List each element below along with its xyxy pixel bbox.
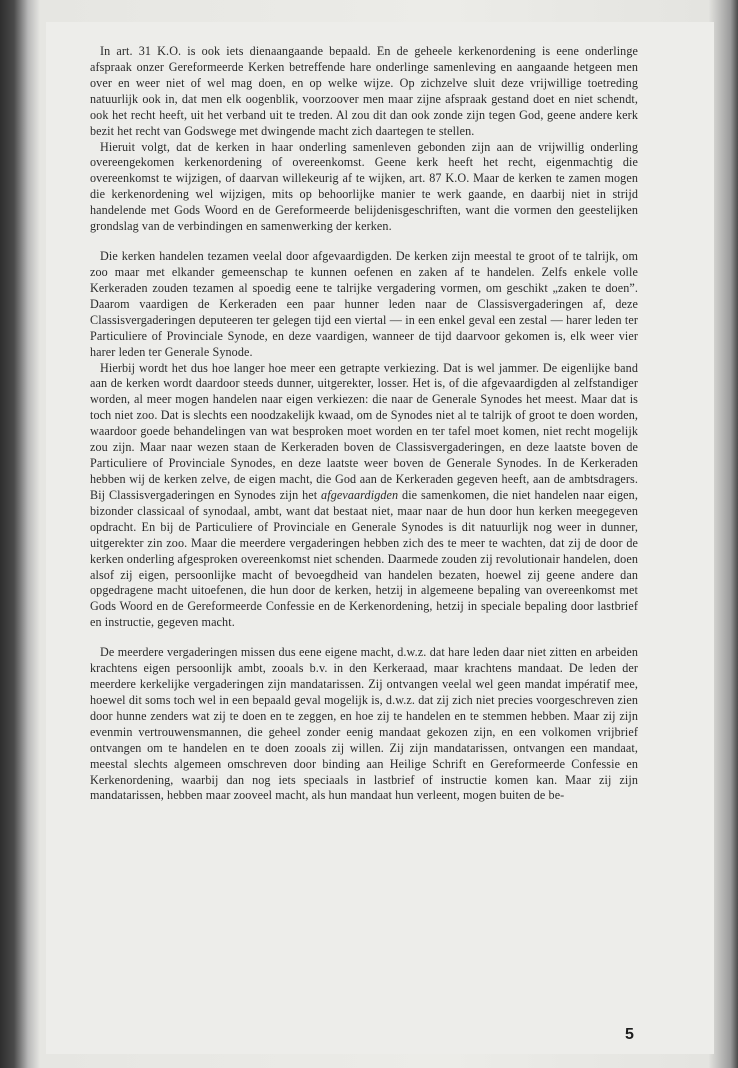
body-text	[90, 44, 638, 804]
paragraph-3: Die kerken handelen tezamen veelal door afgevaardigden. De kerken zijn meestal te groot of te talrijk, om zoo maar met elkander gemeenschap te kunnen oefenen en zaken af te handelen. Zelfs enkele volle Kerkeraden zouden tezamen al spoedig eene te talrijke vergadering vormen, om geschikt „zaken te doen”. Daarom vaardigen de Kerkeraden een paar hunner leden naar de Classisvergaderingen af, deze Classisvergaderingen deputeeren ter gelegen tijd een viertal — in een enkel geval een zestal — harer leden ter Particuliere of Provinciale Synode, en deze vaardigen, wanneer de tijd daarvoor gekomen is, elk weer vier harer leden ter Generale Synode.	[90, 249, 638, 359]
page-number: 5	[625, 1026, 634, 1043]
paragraph-2: Hieruit volgt, dat de kerken in haar onderling samenleven gebonden zijn aan de vrijwillig onderling overeengekomen kerkenordening of overeenkomst. Geene kerk heeft het recht, eigenmachtig die overeenkomst te wijzigen, of daarvan willekeurig af te wijken, art. 87 K.O. Maar de kerken te zamen mogen die kerkenordening wel wijzigen, mits op behoorlijke manier te werk gaande, en daarbij niet in strijd handelende met Gods Woord en de Gereformeerde belijdenisgeschriften, want die vormen den geestelijken grondslag van de verbindingen en samenwerking der kerken.	[90, 139, 638, 234]
paragraph-4: Hierbij wordt het dus hoe langer hoe meer een getrapte verkiezing. Dat is wel jammer. De eigenlijke band aan de kerken wordt daardoor steeds dunner, uitgerekter, losser. Het is, of die afgevaardigden al zelfstandiger worden, al meer mogen handelen naar eigen verkiezen: die naar de Generale Synodes het meest. Maar dat is toch niet zoo. Dat is slechts een noodzakelijk kwaad, om de Synodes niet al te talrijk of groot te doen worden, waardoor goede behandelingen van wat besproken moet worden en ter tafel moet komen, niet recht mogelijk zou zijn. Maar naar wezen staan de Kerkeraden boven de Classisvergaderingen, en deze laatste boven de Particuliere of Provinciale Synodes, en deze laatste weer boven de Generale Synodes. In de Kerkeraden hebben wij de kerken zelve, de eigen macht, die God aan de Kerkeraden gegeven heeft, aan de ambtsdragers. Bij Classisvergaderingen en Synodes zijn het afgevaardigden die samenkomen, die niet handelen naar eigen, bizonder classicaal of synodaal, ambt, want dat bestaat niet, maar naar de hun door hun kerken meegegeven opdracht. En bij de Particuliere of Provinciale en Generale Synodes is dit natuurlijk nog weer in dunner, uitgerekter zin zoo. Maar die meerdere vergaderingen hebben zich des te meer te wachten, dat zij de door de kerken onderling afgesproken overeenkomst niet schenden. Daarmede zouden zij revolutionair handelen, doen alsof zij eigen, persoonlijke macht of bevoegdheid van handelen bezaten, hoewel zij geene andere dan opgedragene macht uitoefenen, die hun door de kerken, hetzij in algemeene bepaling van overeenkomst met Gods Woord en de Gereformeerde Confessie en de Kerkenordening, hetzij in speciale bepaling door lastbrief en instructie, gegeven macht.	[90, 360, 638, 630]
emphasis: afgevaardigden	[321, 487, 399, 502]
paragraph-1: In art. 31 K.O. is ook iets dienaangaande bepaald. En de geheele kerkenordening is eene onderlinge afspraak onzer Gereformeerde Kerken betreffende hare onderlinge samenleving en aangaande hetgeen men over en weer niet of wel mag doen, en op welke wijze. Op zichzelve sluit deze vrijwillige toetreding natuurlijk ook in, dat men elk oogenblik, voorzoover men maar zijne afspraak gestand doet en niet schendt, ook het recht heeft, uit het verband uit te treden. Al zou dit dan ook zonde zijn tegen God, geene andere kerk bezit het recht van Godswege met dwingende macht zich daartegen te stellen.	[90, 44, 638, 138]
paragraph-5: De meerdere vergaderingen missen dus eene eigene macht, d.w.z. dat hare leden daar niet zitten en arbeiden krachtens eigen persoonlijk ambt, zooals b.v. in den Kerkeraad, maar krachtens mandaat. De leden der meerdere kerkelijke vergaderingen zijn mandatarissen. Zij ontvangen veelal wel geen mandat impératif mee, hoewel dit soms toch wel in een bepaald geval mogelijk is, d.w.z. dat zij zich niet precies voorgeschreven zien door hunne zenders wat zij te doen en te zeggen, en hoe zij te handelen en te stemmen hebben. Maar zij zijn evenmin vertrouwensmannen, die geheel zonder eenig mandaat gekozen zijn, en een volkomen vrijbrief ontvangen om te handelen en te doen zooals zij willen. Zij zijn mandatarissen, ontvangen een mandaat, meestal slechts algemeen omschreven door binding aan Heilige Schrift en Gereformeerde Confessie en Kerkenordening, waarbij dan nog iets speciaals in lastbrief of instructie komen kan. Maar zij zijn mandatarissen, hebben maar zooveel macht, als hun mandaat hun verleent, mogen buiten de be-	[90, 645, 638, 803]
